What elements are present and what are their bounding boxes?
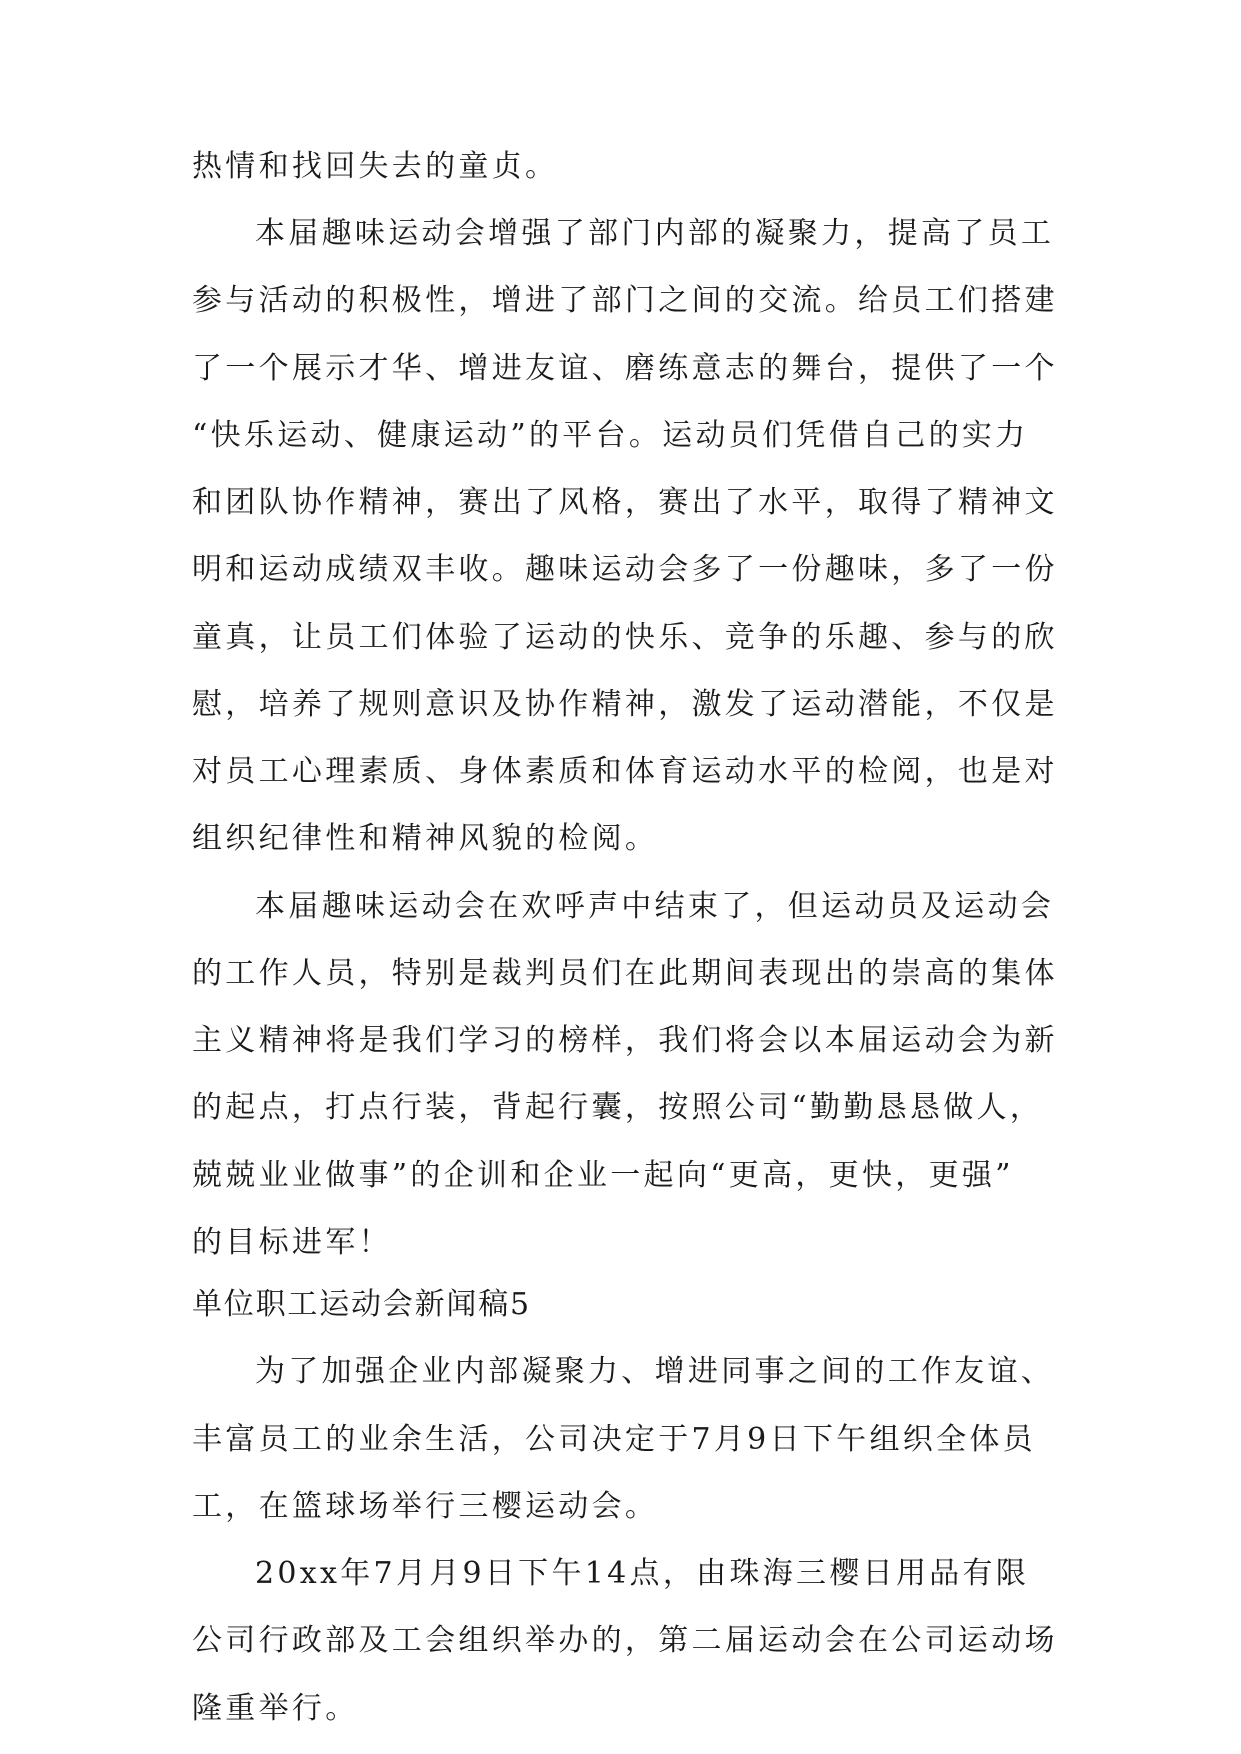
text-line: 的目标进军！: [192, 1225, 392, 1260]
paragraph-start-line: 20xx年7月月9日下午14点，由珠海三樱日用品有限: [255, 1556, 1030, 1591]
text-line: 丰富员工的业余生活，公司决定于7月9日下午组织全体员: [192, 1422, 1036, 1457]
text-line: 了一个展示才华、增进友谊、磨练意志的舞台，提供了一个: [192, 351, 1058, 386]
text-line: 和团队协作精神，赛出了风格，赛出了水平，取得了精神文: [192, 485, 1058, 520]
text-line: 明和运动成绩双丰收。趣味运动会多了一份趣味，多了一份: [192, 552, 1058, 587]
text-line: 主义精神将是我们学习的榜样，我们将会以本届运动会为新: [192, 1023, 1058, 1058]
text-line: 热情和找回失去的童贞。: [192, 149, 559, 184]
text-line: 的起点，打点行装，背起行囊，按照公司“勤勤恳恳做人，: [192, 1090, 1044, 1125]
text-line: 慰，培养了规则意识及协作精神，激发了运动潜能，不仅是: [192, 687, 1058, 722]
text-line: 公司行政部及工会组织举办的，第二届运动会在公司运动场: [192, 1623, 1058, 1658]
text-line: 兢兢业业做事”的企训和企业一起向“更高，更快，更强”: [192, 1158, 1014, 1193]
paragraph-start-line: 本届趣味运动会在欢呼声中结束了，但运动员及运动会: [255, 889, 1055, 924]
text-line: “快乐运动、健康运动”的平台。运动员们凭借自己的实力: [192, 418, 1029, 453]
paragraph-start-line: 本届趣味运动会增强了部门内部的凝聚力，提高了员工: [255, 216, 1055, 251]
text-line: 工，在篮球场举行三樱运动会。: [192, 1489, 659, 1524]
text-line: 参与活动的积极性，增进了部门之间的交流。给员工们搭建: [192, 283, 1058, 318]
paragraph-start-line: 为了加强企业内部凝聚力、增进同事之间的工作友谊、: [255, 1354, 1055, 1389]
text-line: 的工作人员，特别是裁判员们在此期间表现出的崇高的集体: [192, 956, 1058, 991]
section-heading: 单位职工运动会新闻稿5: [192, 1287, 531, 1322]
text-line: 隆重举行。: [192, 1691, 359, 1726]
text-line: 组织纪律性和精神风貌的检阅。: [192, 821, 659, 856]
text-line: 对员工心理素质、身体素质和体育运动水平的检阅，也是对: [192, 754, 1058, 789]
text-line: 童真，让员工们体验了运动的快乐、竞争的乐趣、参与的欣: [192, 620, 1058, 655]
